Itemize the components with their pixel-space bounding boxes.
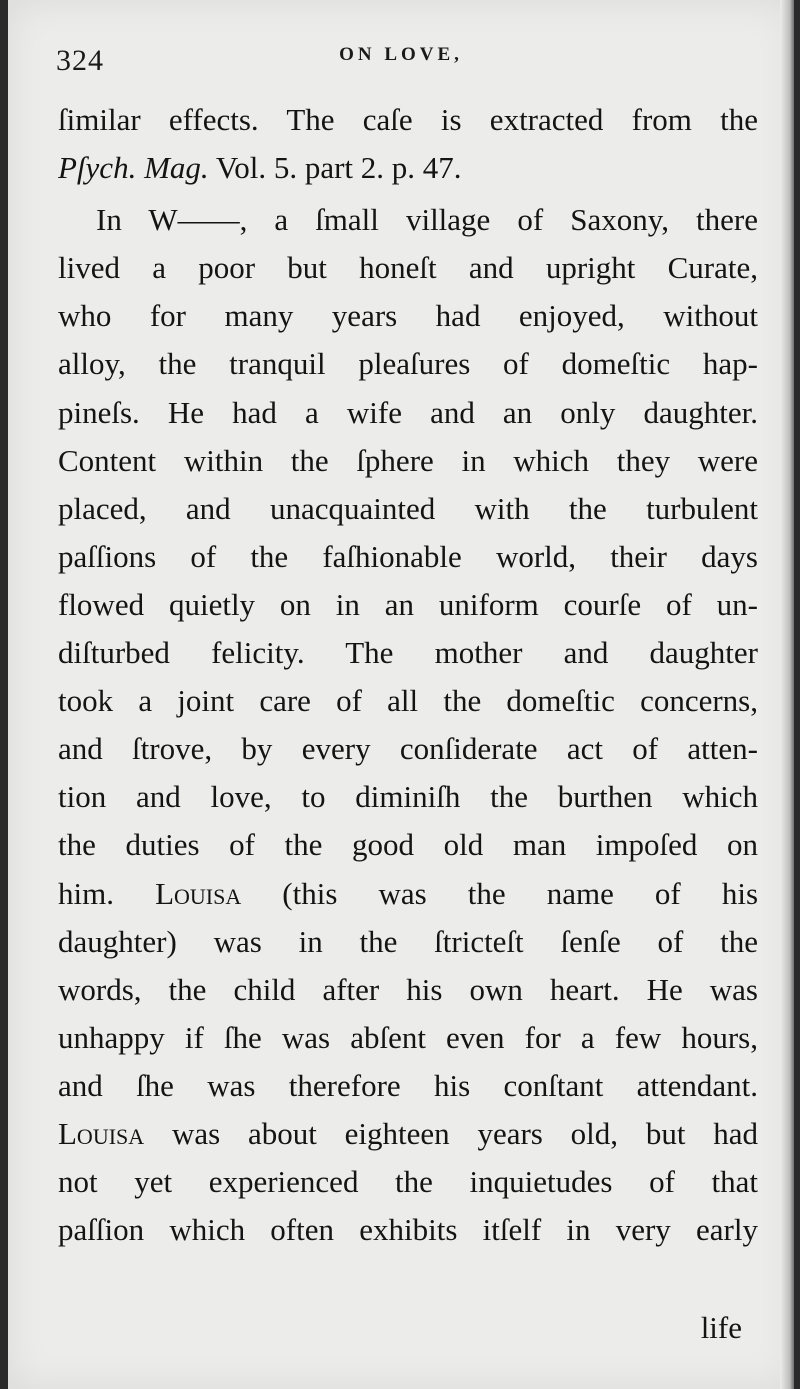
page-gutter-shadow [780, 0, 794, 1389]
text-line: and ſhe was therefore his conſtant attendant. [58, 1067, 758, 1103]
text-line: Louisa was about eighteen years old, but had [58, 1115, 758, 1151]
text-line: ſimilar effects. The caſe is extracted from the [58, 102, 758, 137]
text-line: placed, and unacquainted with the turbulent [58, 490, 758, 526]
text-line: lived a poor but honeſt and upright Curate, [58, 250, 758, 286]
text-line: tion and love, to diminiſh the burthen which [58, 779, 758, 815]
page-body [58, 96, 758, 1254]
running-title: ON LOVE, [339, 44, 463, 65]
text-line: paſſion which often exhibits itſelf in very early [58, 1212, 758, 1248]
name-small-caps: Louisa [58, 1115, 145, 1151]
text-line: diſturbed felicity. The mother and daughter [58, 635, 758, 671]
page-number: 324 [56, 44, 104, 77]
text-line: not yet experienced the inquietudes of that [58, 1164, 758, 1200]
text-line: who for many years had enjoyed, without [58, 298, 758, 334]
text-line: Content within the ſphere in which they were [58, 442, 758, 478]
text-line: took a joint care of all the domeſtic concerns, [58, 683, 758, 719]
name-small-caps: Louisa [155, 875, 242, 911]
text-line: pineſs. He had a wife and an only daughter. [58, 394, 758, 430]
text-line: flowed quietly on in an uniform courſe of un- [58, 586, 758, 622]
text-line: and ſtrove, by every conſiderate act of atten- [58, 731, 758, 767]
text-line: unhappy if ſhe was abſent even for a few hours, [58, 1019, 758, 1055]
text-line: paſſions of the faſhionable world, their days [58, 538, 758, 574]
book-page [8, 0, 794, 1389]
paragraph-2 [58, 196, 758, 1254]
paragraph-1 [58, 96, 758, 192]
text-line: In W——, a ſmall village of Saxony, there [96, 202, 758, 238]
citation-italic: Pſych. Mag. [58, 150, 209, 186]
catchword: life [700, 1310, 742, 1345]
running-head [8, 38, 794, 78]
text-line: the duties of the good old man impoſed on [58, 827, 758, 863]
text-line: daughter) was in the ſtricteſt ſenſe of the [58, 923, 758, 959]
text-line: him. Louisa (this was the name of his [58, 875, 758, 911]
text-line: words, the child after his own heart. He was [58, 971, 758, 1007]
text-line: alloy, the tranquil pleaſures of domeſtic hap- [58, 346, 758, 382]
text-line: Pſych. Mag. Vol. 5. part 2. p. 47. [58, 150, 462, 186]
